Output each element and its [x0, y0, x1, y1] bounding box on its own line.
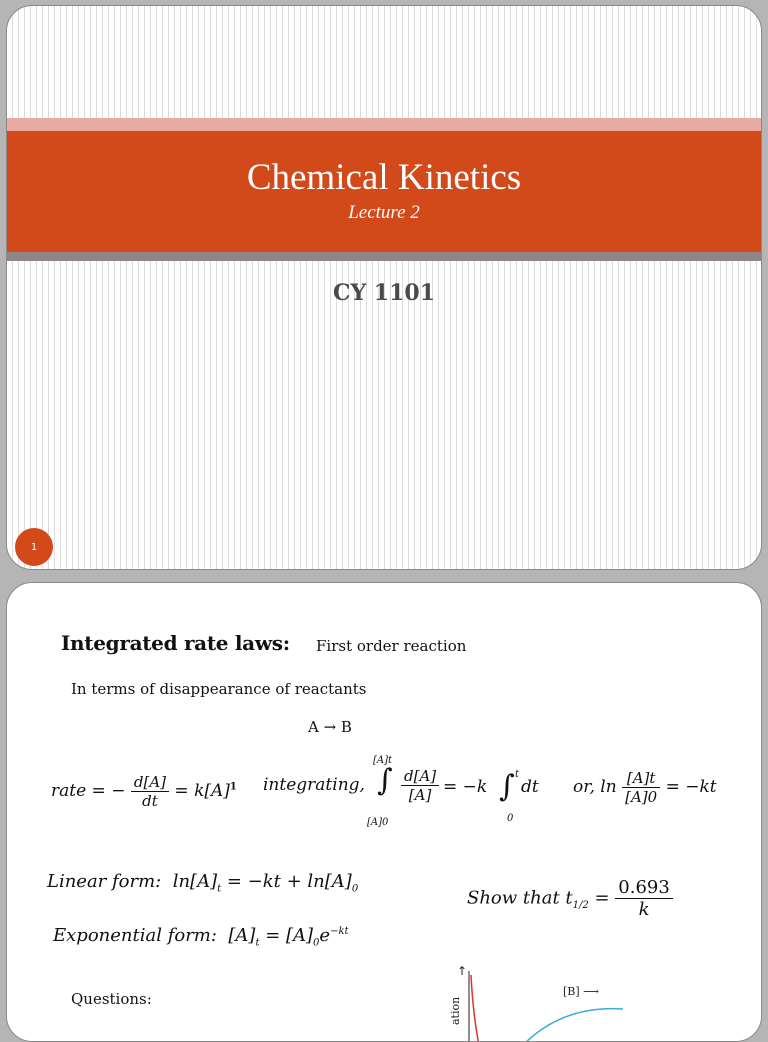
page-number-badge: 1: [15, 528, 53, 566]
half-life-denominator: k: [638, 899, 650, 920]
show-that-label: Show that t: [467, 887, 573, 909]
integral-symbol: ∫: [377, 763, 393, 798]
exponential-form-equation: [53, 925, 349, 949]
reaction-equation: A → B: [308, 718, 352, 736]
slide-title: Chemical Kinetics: [246, 157, 522, 198]
show-that-eq: =: [588, 887, 610, 909]
integrating-equation: [263, 755, 553, 835]
integral-lower-limit: [A]0: [367, 817, 389, 828]
concentration-graph: [433, 965, 643, 1042]
questions-label: Questions:: [71, 990, 152, 1008]
rate-lhs: rate =: [51, 781, 106, 801]
log-fraction: [622, 769, 660, 806]
linear-form-label: Linear form:: [47, 871, 162, 892]
half-life-fraction: [615, 877, 673, 920]
rate-numerator: d[A]: [131, 773, 169, 792]
graph-b-label: [B] ⟶: [563, 985, 599, 998]
section-subheading: First order reaction: [316, 637, 467, 655]
rate-power: 1: [229, 781, 237, 793]
course-code: CY 1101: [332, 280, 436, 306]
log-numerator: [A]t: [622, 769, 660, 788]
exponential-form-sub1: t: [255, 937, 260, 949]
exponential-form-label: Exponential form:: [53, 925, 217, 946]
half-life-numerator: 0.693: [615, 877, 673, 899]
rate-rhs: = k[A]: [174, 781, 230, 801]
exponential-form-expr2: = [A]: [259, 925, 314, 946]
content-slide: [6, 582, 762, 1042]
exponential-form-sup: −kt: [330, 926, 349, 937]
integral2-lower-limit: 0: [507, 813, 514, 824]
log-label: or, ln: [573, 777, 617, 797]
log-rhs: = −kt: [665, 777, 717, 797]
accent-bar-top: [7, 118, 761, 131]
rate-minus: −: [111, 781, 126, 801]
exponential-form-sub2: 0: [313, 937, 320, 949]
graph-a-curve: [471, 975, 479, 1042]
integral2-symbol: ∫: [499, 769, 515, 804]
rate-equation: [51, 773, 237, 810]
accent-bar-bottom: [7, 252, 761, 261]
integrating-denominator: [A]: [408, 786, 432, 804]
integrating-middle: = −k: [443, 777, 488, 797]
section-heading: Integrated rate laws:: [61, 631, 290, 655]
rate-fraction: [131, 773, 169, 810]
integral2-upper-limit: t: [515, 769, 520, 780]
integral-upper-limit: [A]t: [373, 755, 393, 766]
title-slide: [6, 5, 762, 570]
graph-y-arrow: ↑: [457, 965, 468, 978]
linear-form-sub2: 0: [351, 883, 359, 895]
half-life-prompt: [467, 877, 673, 920]
integrating-numerator: d[A]: [401, 767, 439, 786]
rate-denominator: dt: [142, 792, 158, 810]
linear-form-equation: [47, 871, 358, 895]
graph-y-label: ation: [449, 996, 462, 1025]
exponential-form-expr1: [A]: [228, 925, 256, 946]
linear-form-expr1: ln[A]: [172, 871, 218, 892]
integrating-tail: dt: [521, 777, 539, 797]
exponential-form-expr3: e: [319, 925, 331, 946]
intro-text: In terms of disappearance of reactants: [71, 680, 367, 698]
slide-subtitle: Lecture 2: [348, 202, 420, 223]
integrating-fraction: [401, 767, 439, 804]
log-denominator: [A]0: [625, 788, 658, 806]
show-that-sub: 1/2: [572, 900, 589, 912]
graph-b-curve: [523, 1009, 623, 1042]
linear-form-expr2: = −kt + ln[A]: [221, 871, 352, 892]
log-equation: [573, 769, 717, 806]
linear-form-sub1: t: [217, 883, 222, 895]
integrating-label: integrating,: [263, 775, 365, 795]
